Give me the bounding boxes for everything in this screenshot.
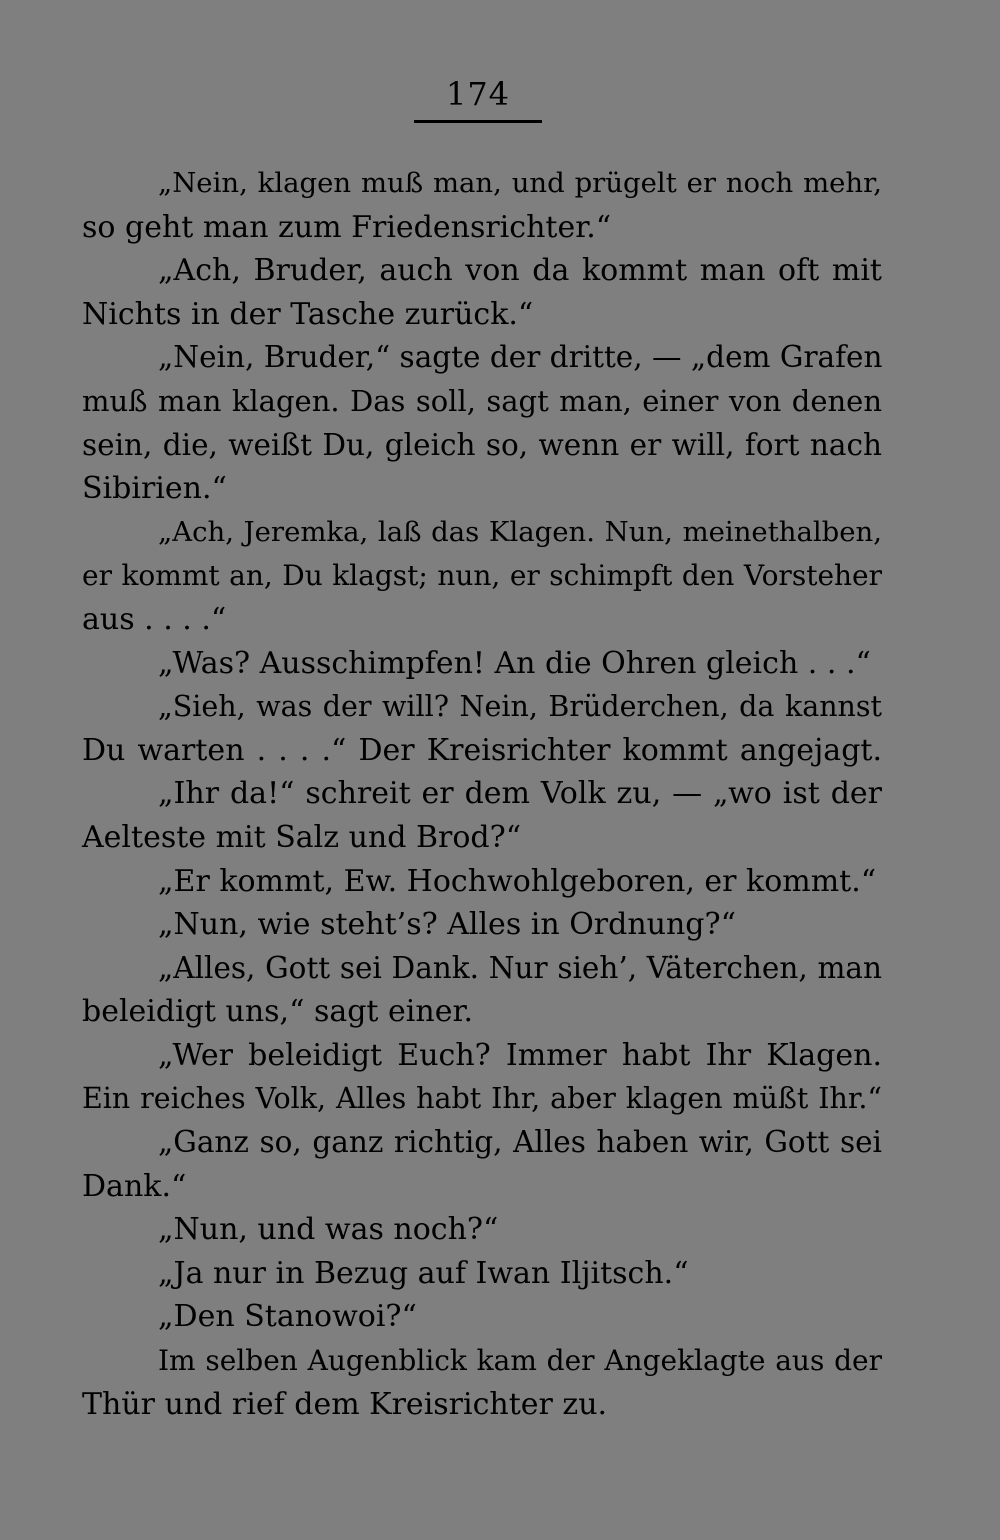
text-line: „Wer beleidigt Euch? Immer habt Ihr Klagen. <box>158 1037 882 1073</box>
text-line: er kommt an, Du klagst; nun, er schimpft den Vorsteher <box>82 559 882 593</box>
text-line: „Ach, Jeremka, laß das Klagen. Nun, meinethalben, <box>158 515 882 548</box>
text-line: Nichts in der Tasche zurück.“ <box>82 296 534 332</box>
text-line: Du warten . . . .“ Der Kreisrichter kommt angejagt. <box>82 732 882 768</box>
text-line: Dank.“ <box>82 1168 187 1204</box>
text-line: so geht man zum Friedensrichter.“ <box>82 209 612 245</box>
text-line: „Er kommt, Ew. Hochwohlgeboren, er kommt.“ <box>158 863 877 899</box>
text-line: „Ihr da!“ schreit er dem Volk zu, — „wo ist der <box>158 776 882 812</box>
text-line: beleidigt uns,“ sagt einer. <box>82 994 474 1030</box>
text-line: sein, die, weißt Du, gleich so, wenn er will, fort nach <box>82 427 882 462</box>
text-line: „Nun, und was noch?“ <box>158 1212 499 1248</box>
text-line: „Was? Ausschimpfen! An die Ohren gleich . . .“ <box>158 645 871 681</box>
text-line: Thür und rief dem Kreisrichter zu. <box>82 1386 608 1422</box>
page-number: 174 <box>445 75 511 113</box>
text-line: „Nun, wie steht’s? Alles in Ordnung?“ <box>158 907 736 943</box>
text-line: Im selben Augenblick kam der Angeklagte aus der <box>158 1344 882 1378</box>
text-line: Ein reiches Volk, Alles habt Ihr, aber klagen müßt Ihr.“ <box>82 1082 882 1116</box>
text-line: „Den Stanowoi?“ <box>158 1299 417 1335</box>
text-line: „Nein, klagen muß man, und prügelt er noch mehr, <box>158 167 882 199</box>
text-line: „Ja nur in Bezug auf Iwan Iljitsch.“ <box>158 1255 689 1291</box>
page-text-body <box>82 162 882 1426</box>
text-line: „Ach, Bruder, auch von da kommt man oft mit <box>158 253 882 289</box>
text-line: Sibirien.“ <box>82 471 227 507</box>
text-line: aus . . . .“ <box>82 601 227 637</box>
page-number-rule <box>414 120 542 123</box>
text-line: „Alles, Gott sei Dank. Nur sieh’, Väterchen, man <box>158 950 882 985</box>
text-line: muß man klagen. Das soll, sagt man, einer von denen <box>82 383 882 418</box>
text-line: „Nein, Bruder,“ sagte der dritte, — „dem Grafen <box>158 340 883 375</box>
text-line: Aelteste mit Salz und Brod?“ <box>82 819 522 855</box>
text-line: „Sieh, was der will? Nein, Brüderchen, da kannst <box>158 690 882 724</box>
text-line: „Ganz so, ganz richtig, Alles haben wir, Gott sei <box>158 1125 882 1160</box>
